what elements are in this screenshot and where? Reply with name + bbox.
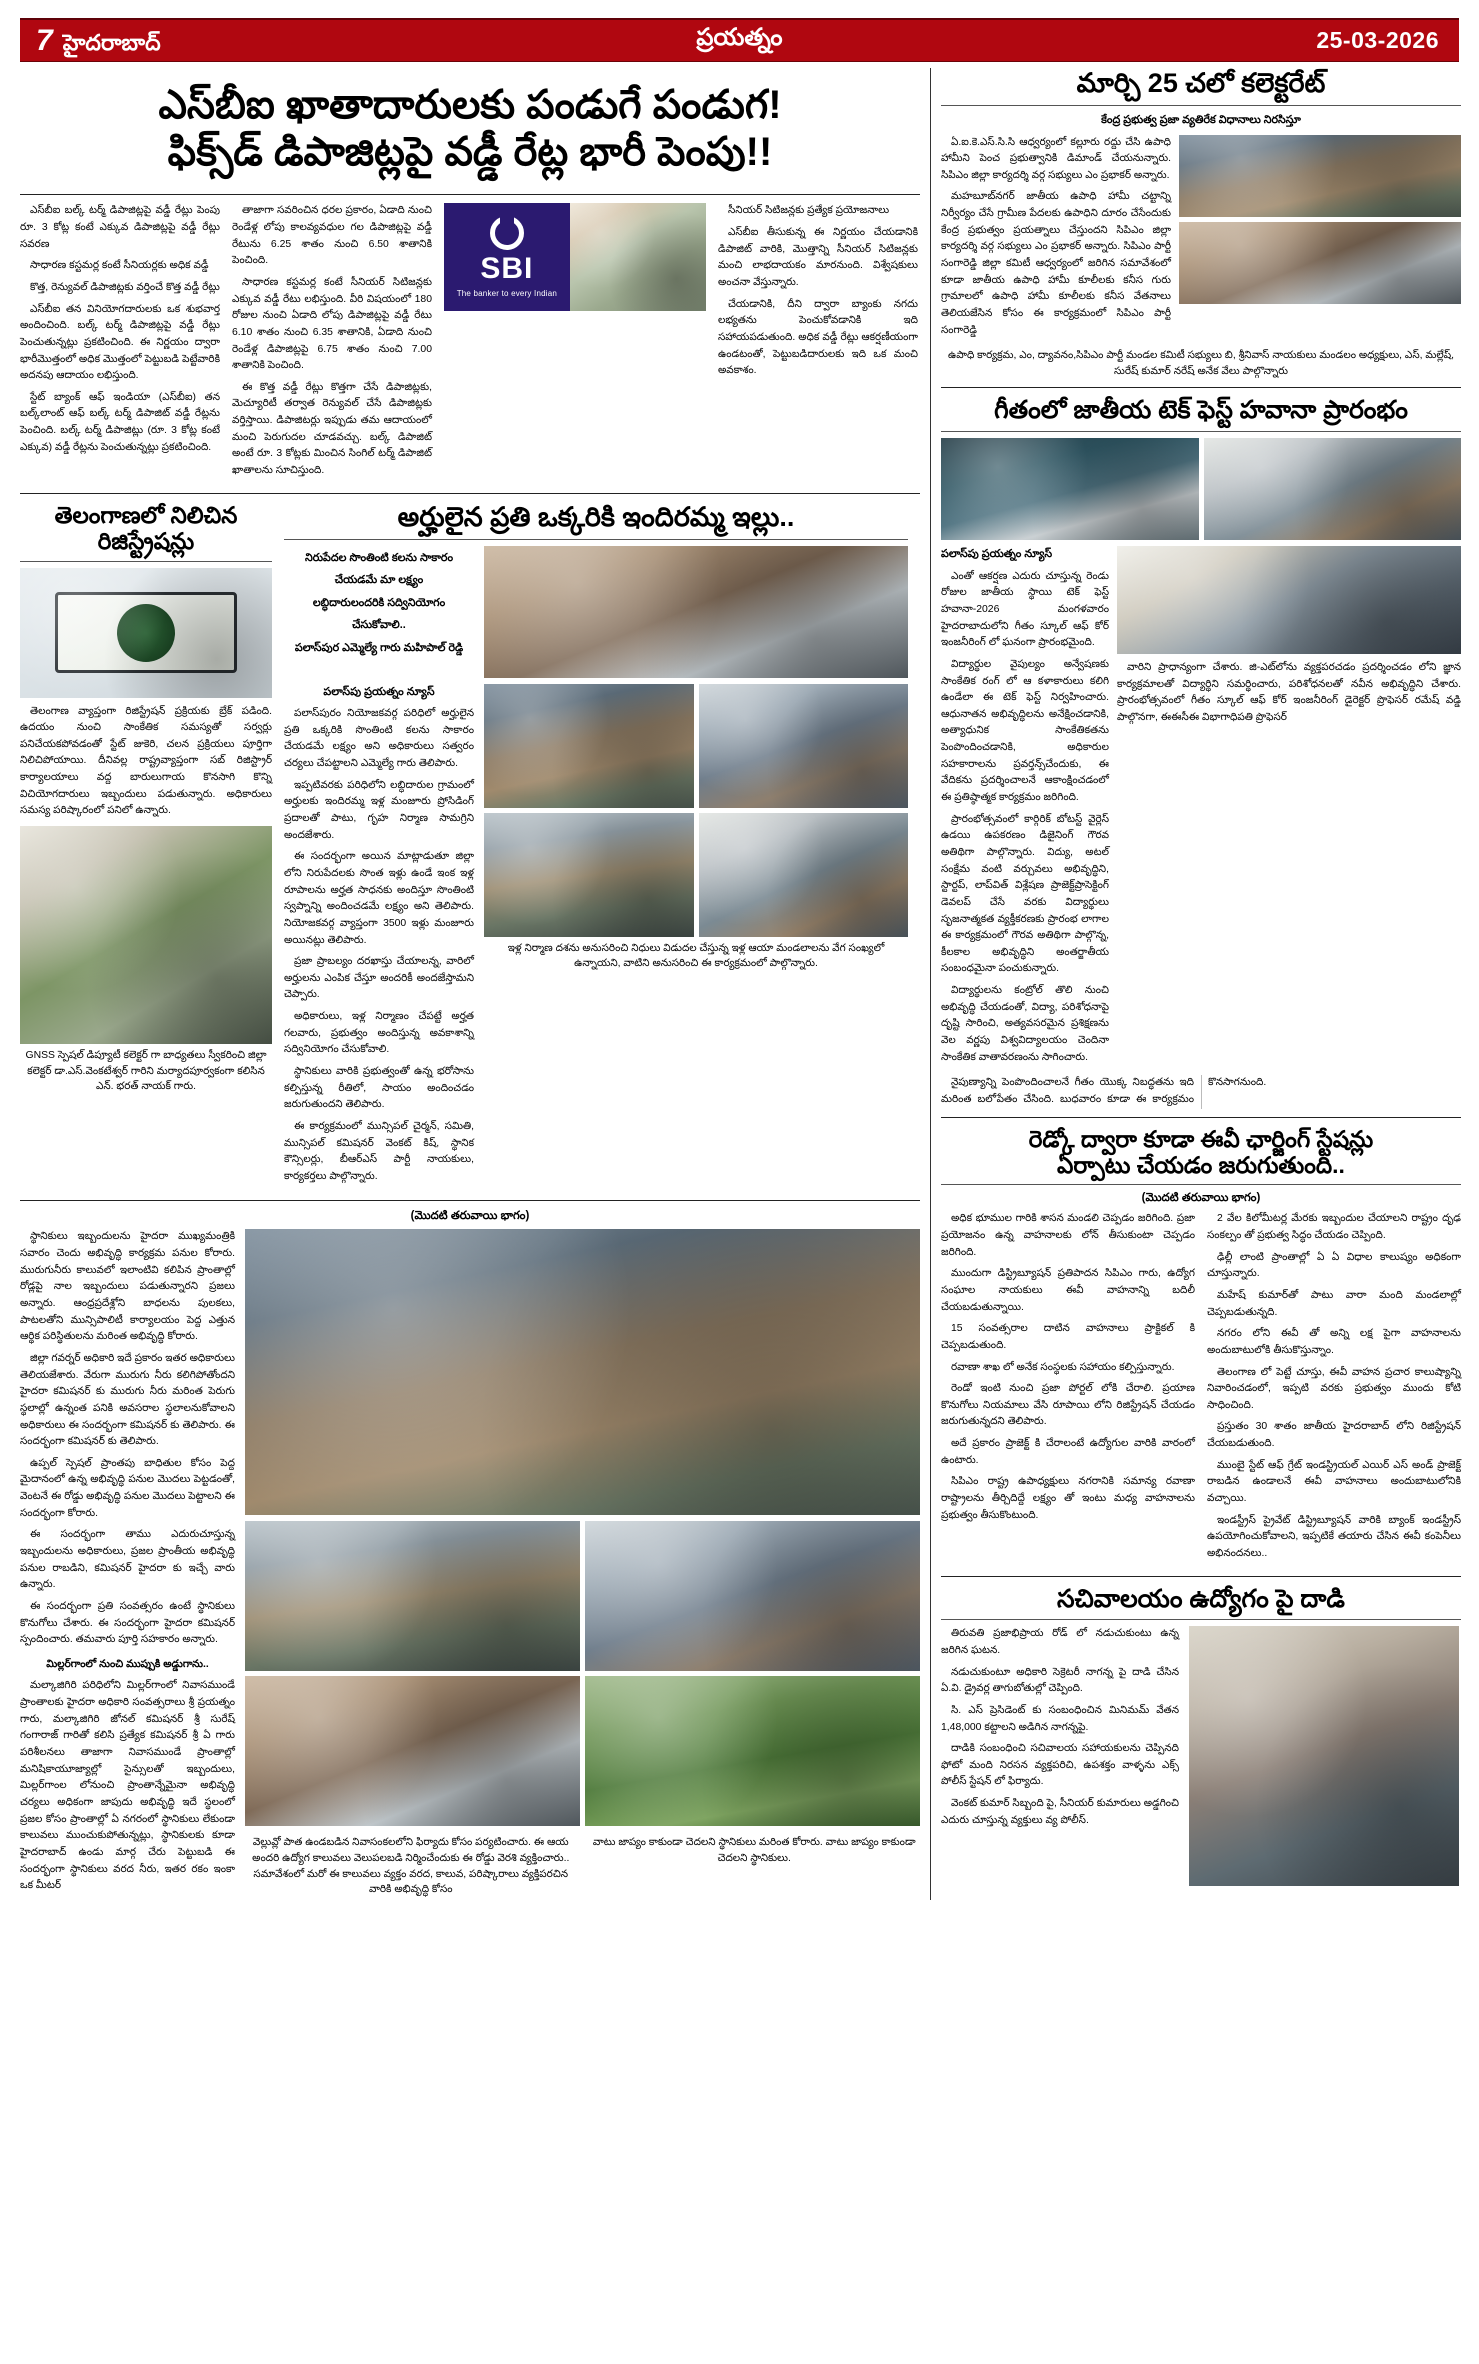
ev-body-row [941, 1211, 1461, 1567]
techfest-photo-row [941, 438, 1461, 540]
paragraph: స్థానికులు వారికి ప్రభుత్వంతో ఉన్న భరోసాను కల్పిస్తున్న రీతిలో, సాయం అందించడం జరుగుతుందని తెలిపారు. [284, 1065, 474, 1111]
techfest-text-col2 [1117, 660, 1461, 727]
collectorate-caption: ఉపాధి కార్యక్రమ, ఎం, ద్యావనం,సిపిఎం పార్టీ మండల కమిటీ సభ్యులు బి, శ్రీనివాస్ నాయకులు మండలం అధ్యక్షులు, ఎస్, మల్లేష్, సురేష్ కుమార్ నరేష్ అనేక వేలు పాల్గొన్నారు [947, 350, 1455, 377]
collectorate-text [941, 135, 1171, 345]
divider [284, 539, 908, 540]
paragraph: రవాణా శాఖ లో అనేక సంస్థలకు సహాయం కల్పిస్తున్నారు. [951, 1361, 1175, 1373]
publication-title: ప్రయత్నం [696, 24, 783, 51]
publication-date: 25-03-2026 [1316, 27, 1439, 53]
secretariat-attack-photo [1189, 1626, 1459, 1886]
divider [20, 194, 920, 195]
hydra-row [20, 1229, 920, 1899]
paragraph: ఈ సందర్భంగా ప్రతి సంవత్సరం ఉంటే స్థానికులు కొనుగోలు చేశారు. ఈ సందర్భంగా హైదరా కమిషనర్ స్పందించారు. తమవారు పూర్తి సహకారం అన్నారు. [20, 1600, 235, 1646]
paragraph: సాధారణ కస్టమర్ల కంటే సీనియర్ సిటిజన్లకు ఎక్కువ వడ్డీ రేటు లభిస్తుంది. వీరి విషయంలో 180 రోజుల నుంచి ఏడాది లోపు డిపాజిట్లపై వడ్డీ రేటు 6.10 శాతం నుంచి 6.35 శాతానికి, ఏడాది నుంచి రెండేళ్ల డిపాజిట్లపై 6.75 శాతం నుంచి 7.00 శాతానికి పెంచింది. [232, 276, 432, 372]
paragraph: ఇండస్ట్రీస్ ప్రైవేట్ డిస్ట్రిబ్యూషన్ వారికి బ్యాంక్ ఇండస్ట్రీస్ ఉపయోగించుకోవాలని, ఇప్పటికే తయారు చేసిన ఈవీ కంపెనీలు అభినందనలు.. [1207, 1514, 1461, 1559]
indiramma-byline-2: పలాస్‌పు ప్రయత్నం న్యూస్ [323, 685, 435, 698]
hydra-caption-2: వాటు జాప్యం కాకుండా చెదలని స్థానికులు మరింత కోరారు. వాటు జాప్యం కాకుండా చెదలని స్థానికులు. [592, 1837, 916, 1865]
subhead-1: నిరుపేదల సొంతింటి కలను సాకారం [304, 551, 454, 564]
hydra-photo-b [585, 1521, 920, 1671]
hydra-photo-d [585, 1676, 920, 1826]
divider [941, 1184, 1461, 1185]
ev-col-2 [1207, 1211, 1461, 1567]
ev-charging-story [941, 1126, 1461, 1568]
paragraph: అధిక భూముల గారికి శాసన మండలి చెప్పడం జరిగింది. ప్రజా ప్రయోజనం ఉన్న వాహనాలకు లోన్ తీసుకుంటా చెప్పడం జరిగింది. [941, 1213, 1195, 1258]
paragraph: సాధారణ కస్టమర్ల కంటే సీనియర్లకు అధిక వడ్డీ [30, 260, 209, 272]
ev-contd-label: (మొదటి తరువాయి భాగం) [1141, 1192, 1261, 1205]
collectorate-row [941, 135, 1461, 345]
paragraph: ప్రస్తుతం 30 శాతం జాతీయ హైదరాబాద్ లోని రిజిస్ట్రేషన్ చేయబడుతుంది. [1207, 1421, 1461, 1450]
hydra-captions [245, 1831, 920, 1897]
collectorate-story [941, 68, 1461, 379]
ev-headline [941, 1126, 1461, 1179]
paragraph: దాడికి సంబంధించి సచివాలయ సహాయకులను చెప్పినది ఫోటో మంది నిరసన వ్యక్తపరిచి, ఉపశక్తం వాళ్ళను ఎక్స్ పోలీస్ స్టేషన్ లో ఫిర్యాదు. [941, 1743, 1179, 1788]
secretariat-row [941, 1626, 1461, 1886]
divider [941, 387, 1461, 388]
hydra-photo-col [245, 1229, 920, 1899]
sbi-logo [444, 203, 570, 311]
ev-headline-line2: ఏర్పాటు చేయడం జరుగుతుంది.. [1057, 1152, 1345, 1178]
indiramma-body [284, 706, 474, 1185]
sbi-wordmark: SBI [480, 252, 534, 286]
techfest-photo-b [1204, 438, 1462, 540]
paragraph: అదే ప్రకారం ప్రాజెక్ట్ కి చేరాలంటే ఉద్యోగుల వారికి వారంలో ఉంటారు. [941, 1438, 1195, 1466]
paragraph: మల్కాజిగిరి పరిధిలోని మిల్లర్‌గాంలో నివాసముండే ప్రాంతాలకు హైదరా అధికారి సంవత్సరాలు శ్రీ ప్రయత్నం గారు, మల్కాజిగిరి జోనల్ కమిషనర్ శ్రీ సురేష్ గంగారాజ్ గారితో కలిసి ప్రత్యేక కమిషనర్ శ్రీ ఏ గారు పరిశీలనలు తాజాగా నివాసముండే ప్రాంతాల్లో మనిషికాయూజ్యాల్లో సైన్సులతో ఇబ్బందులు, మిల్లర్‌గాంల లోనుంచి ప్రాంతాన్నేమైనా అభివృద్ధి చర్యలు అధికంగా జాపుదు అభివృద్ధి ఇదే స్థలంలో ప్రజల కోసం ప్రాంతాల్లో ఏ నగరంలో స్థానికులు లేకుండా కాలువలు ముంచుకుపోతున్నట్లు, స్థానికులకు కూడా హైదరాబాద్ ఉండు మార్గ చేరు పెట్టుబడి ఈ సందర్భంగా స్థానికులు వరద నీరు, ఇతర రకం ఇంకా ఒక మీటర్ [20, 1680, 235, 1892]
paragraph: ఎస్‌బీఐ తన వినియోగదారులకు ఒక శుభవార్త అందించింది. బల్క్ టర్మ్ డిపాజిట్లపై వడ్డీ రేట్లు పెంచుతున్నట్లు ప్రకటించింది. ఈ నిర్ణయం ద్వారా భారీమొత్తంలో అధిక మొత్తంలో పెట్టుబడి పెట్టేవారికి అదనపు ఆదాయం లభిస్తుంది. [20, 303, 220, 382]
hydra-photo-grid [245, 1521, 920, 1826]
page-number: 7 [36, 23, 53, 57]
paragraph: విద్యార్థుల వైపుల్యం అన్వేషణకు సాంకేతిక రంగ్ లో ఆ కళాకారులు కలిగి ఉండేలా ఈ టెక్ ఫెస్ట్ నిర్వహించారు. ఆధునాతన అభివృద్ధిలను అనేక్షించడానికి, అత్యాధునిక సాంకేతికతను పెంపొందించడానికి, అధికారుల సహకారాలను ప్రవర్తన్స్‌చేందుకు, ఈ వేదికను ప్రదర్శించాలనే ఆకాంక్షించడంలో ఈ ప్రతిష్ఠాత్మక కార్యక్రమం జరిగింది. [941, 658, 1109, 804]
indiramma-photo-stack [484, 684, 908, 1191]
divider [20, 1200, 920, 1201]
paragraph: తిరువతి ప్రజాభిప్రాయ రోడ్ లో నడుచుకుంటు ఉన్న జరిగిన ఘటన. [941, 1628, 1179, 1656]
lead-headline-line1: ఎస్‌బీఐ ఖాతాదారులకు పండుగే పండుగ! [158, 83, 782, 127]
paragraph: ఎస్‌బీఐ బల్క్ టర్మ్ డిపాజిట్లపై వడ్డీ రేట్లు పెంపు రూ. 3 కోట్ల కంటే ఎక్కువ డిపాజిట్లపై వడ్డీ రేట్లు సవరణ [20, 205, 220, 250]
telangana-registration-body [20, 704, 272, 820]
paragraph: ఇప్పటివరకు పరిధిలోని లబ్ధిదారుల గ్రామంలో అర్హులకు ఇందిరమ్మ ఇళ్ల మంజూరు ప్రోసిడింగ్ ప్రదాలతో పాటు, గృహ నిర్మాణ సామగ్రిని అందజేశారు. [284, 779, 474, 841]
registration-monitor-photo [20, 568, 272, 698]
lead-col-1 [20, 203, 220, 484]
indiramma-houses-story [284, 502, 908, 1191]
paragraph: సిపిఎం రాష్ట్ర ఉపాధ్యక్షులు నగరానికి సమాన్య రవాణా రాష్ట్రాలను తీర్చిదిద్దే లక్ష్యం తో ఇంటు మధ్య వాహనాలను ప్రభుత్వం తీసుకొంటుంది. [941, 1476, 1195, 1521]
paragraph: తెలంగాణ వ్యాప్తంగా రిజిస్ట్రేషన్ ప్రక్రియకు బ్రేక్ పడింది. ఉదయం నుంచి సాంకేతిక సమస్యతో సర్వర్లు పనిచేయకపోవడంతో స్టేట్ జుకెరి, చలన ప్రక్రియలు పూర్తిగా నిలిచిపోయాయి. దీనివల్ల రాష్ట్రవ్యాప్తంగా సబ్ రిజిస్ట్రార్ కార్యాలయాలు వద్ద బారులుగాయ కొనసాగి కొన్ని విచియోగదారులు ఇబ్బందులు పడుతున్నారు. అధికారులు సమస్య పరిష్కారంలో పనిలో ఉన్నారు. [20, 705, 272, 817]
hydra-main-photo [245, 1229, 920, 1515]
techfest-byline: పలాస్‌పు ప్రయత్నం న్యూస్ [941, 548, 1053, 561]
paragraph: ముంబై స్టేట్ ఆఫ్ గ్రేట్ ఇండస్ట్రియల్ ఎయిర్ ఎస్ అండ్ ప్రాజెక్ట్ రాబడిన ఉండాలనే ఈవీ వాహనాలు అందుబాటులోనికి వచ్చాయి. [1207, 1459, 1461, 1505]
divider [941, 1117, 1461, 1118]
sbi-tagline: The banker to every Indian [456, 289, 558, 299]
divider [20, 493, 920, 494]
indiramma-photo-a [484, 684, 694, 808]
paragraph: తాజాగా సవరించిన ధరల ప్రకారం, ఏడాది నుంచి రెండేళ్ల లోపు కాలవ్యవధుల గల డిపాజిట్లపై వడ్డీ రేటును 6.25 శాతం నుంచి 6.50 శాతానికి పెంచింది. [232, 205, 432, 267]
subhead-3: లబ్ధిదారులందరికి సద్వినియోగం [312, 596, 446, 609]
paragraph: ఈ కార్యక్రమంలో మున్సిపల్ చైర్మన్, సమితి, మున్సిపల్ కమిషనర్ వెంకట్ కిష్, స్థానిక కౌన్సిలర్లు, బీఆర్ఎస్ పార్టీ నాయకులు, కార్యకర్తలు పాల్గొన్నారు. [284, 1120, 474, 1182]
collectorate-subhead: కేంద్ర ప్రభుత్వ ప్రజా వ్యతిరేక విధానాలు నిరసిస్తూ [1101, 114, 1301, 127]
hydra-inspection-story [20, 1209, 920, 1899]
divider [941, 1576, 1461, 1577]
indiramma-distribution-photo [484, 546, 908, 678]
collectorate-headline: మార్చి 25 చలో కలెక్టరేట్ [1076, 68, 1326, 98]
indiramma-subheads [284, 546, 474, 678]
lead-headline [20, 68, 920, 186]
lead-story-body [20, 203, 920, 484]
hydra-photo-a [245, 1521, 580, 1671]
lead-media [444, 203, 706, 484]
paragraph: నగరం లోని ఈవీ తో అన్ని లక్ష పైగా వాహనాలను అందుబాటులోకి తీసుకొస్తున్నాం. [1207, 1328, 1461, 1356]
divider [941, 1619, 1461, 1620]
indiramma-photo-c [484, 813, 694, 937]
paragraph: మహబూబ్‌నగర్ జాతీయ ఉపాధి హామీ చట్టాన్ని నిర్వీర్యం చేసే గ్రామీణ పేదలకు ఉపాధిని దూరం చేసేందుకు కేంద్ర ప్రభుత్వం ప్రయత్నాలు చేస్తుందని సిపిఎం జిల్లా కార్యదర్శి వర్గ సభ్యులు ఎం ప్రభాకర్ అన్నారు. సిపిఎం పార్టీ సంగారెడ్డి జిల్లా కమిటీ ఆధ్వర్యంలో జరిగిన సమావేశంలో కూడా జాతీయ ఉపాధి హామీ కూలీలకు కనీస గురు గ్రామాలలో ఉపాధి హామీ కూలీలకు కనీస వేతనాలు తెలియజేసిన కోసం ఈ కార్యక్రమంలో సిపిఎం పార్టీ సంగారెడ్డి [941, 191, 1171, 336]
masthead-bar [20, 18, 1459, 62]
lead-col-2 [232, 203, 432, 484]
hydra-contd-label: (మొదటి తరువాయి భాగం) [410, 1210, 530, 1223]
paragraph: సీనియర్ సిటిజన్లకు ప్రత్యేక ప్రయోజనాలు [728, 205, 890, 217]
secretariat-attack-story [941, 1585, 1461, 1887]
paragraph: నైపుణ్యాన్ని పెంపొందించాలనే గీతం యొక్క నిబద్ధతను ఇది మరింత బలోపేతం చేసింది. బుధవారం కూడా ఈ కార్యక్రమం కొనసాగనుంది. [941, 1077, 1267, 1105]
paragraph: స్టేట్ బ్యాంక్ ఆఫ్ ఇండియా (ఎస్‌బీఐ) తన బల్క్‌లాంట్ ఆఫ్ బల్క్ టర్మ్ డిపాజిట్ వడ్డీ రేట్లను పెంచింది. బల్క్ టర్మ్ డిపాజిట్లు (రూ. 3 కోట్ల కంటే ఎక్కువ) వడ్డీ రేట్లను పెంచుతున్నట్లు ప్రకటించింది. [20, 391, 220, 453]
indiramma-second-row [284, 684, 908, 1191]
collectorate-photos [1179, 135, 1461, 345]
hydra-photo-c [245, 1676, 580, 1826]
sbi-circle-icon [490, 216, 524, 250]
collectorate-photo-a [1179, 135, 1461, 217]
hydra-text-col [20, 1229, 235, 1899]
paragraph: సి. ఎస్ ప్రెసిడెంట్ కు సంబంధించిన మినిమమ్ వేతన 1,48,000 కట్టాలని అడిగిన నాగన్నపై. [941, 1704, 1179, 1733]
indiramma-byline: పలాస్‌పుర ఎమ్మెల్యే గారు మహిపాల్ రెడ్డి [294, 641, 464, 654]
indiramma-headline: అర్హులైన ప్రతి ఒక్కరికి ఇందిరమ్మ ఇల్లు.. [397, 501, 795, 532]
lead-headline-line2: ఫిక్స్‌డ్ డిపాజిట్లపై వడ్డీ రేట్ల భారీ పెంపు!! [167, 130, 773, 175]
divider [941, 431, 1461, 432]
mid-row [20, 502, 920, 1191]
divider [941, 105, 1461, 106]
paragraph: కొత్త, రెన్యువల్ డిపాజిట్లకు వర్తించే కొత్త వడ్డీ రేట్లు [30, 281, 220, 293]
techfest-headline: గీతంలో జాతీయ టెక్ ఫెస్ట్ హవానా ప్రారంభం [994, 396, 1408, 425]
lead-story [20, 68, 920, 485]
secretariat-photo-wrap [1189, 1626, 1459, 1886]
subhead-2: చేయడమే మా లక్ష్యం [334, 574, 424, 587]
paragraph: వెంకట్ కుమార్ సిబ్బంది పై, సీనియర్ కుమారులు అడ్డగించి ఎదురు చూస్తున్న వ్యక్తులు వ్య పోలీస్. [941, 1798, 1179, 1826]
secretariat-headline: సచివాలయం ఉద్యోగం పై దాడి [1057, 1584, 1345, 1613]
main-column [20, 68, 920, 1900]
sbi-photo-pair [444, 203, 706, 311]
techfest-photo-a [941, 438, 1199, 540]
paragraph: ఈ కొత్త వడ్డీ రేట్లు కొత్తగా చేసే డిపాజిట్లకు, మెచ్యూరిటీ తర్వాత రెన్యువల్ చేసే డిపాజిట్లకు వర్తిస్తాయి. డిపాజిటర్లు ఇప్పుడు తమ ఆదాయంలో మంచి పెరుగుదల చూడవచ్చు. బల్క్ డిపాజిట్ అంటే రూ. 3 కోట్లకు మించిన సింగిల్ టర్మ్ డిపాజిట్ ఖాతాలను సూచిస్తుంది. [232, 381, 432, 476]
paragraph: 2 వేల కిలోమీటర్ల మేరకు ఇబ్బందుల చేయాలని రాష్ట్రం దృఢ సంకల్పం తో ప్రభుత్వ సిద్ధం చేయడం చెప్పింది. [1207, 1213, 1461, 1242]
collectorate-photo-b [1179, 222, 1461, 304]
indiramma-photo-d [699, 813, 909, 937]
paragraph: అధికారులు, ఇళ్ల నిర్మాణం చేపట్టే అర్హత గలవారు, ప్రభుత్వం అందిస్తున్న అవకాశాన్ని సద్వినియోగం చేసుకోవాలి. [284, 1011, 474, 1056]
hydra-subhead: మిల్లర్‌గాంలో నుంచి ముప్పుకి అడ్డుగాను.. [46, 1658, 209, 1670]
paragraph: ప్రారంభోత్సవంలో కార్గిరిక్ బోటస్ట్ వైర్లెస్ ఉడయి ఉపకరణం డిజైనింగ్ గౌరవ అతిథిగా పాల్గొన్నారు. విద్యు, అటల్ సంక్షేమ వంటి వర్చువలు అభివృద్ధిని, స్టార్టప్, లాప్‌విత్ విశ్లేషణ ప్రాజెక్ట్‌ప్రాసెక్టింగ్ డెవలప్ చేసే వరకు విద్యార్థులు సృజనాత్మకత వ్యక్తీకరణకు ప్రారంభ లాగాల ఈ కార్యక్రమంలో గౌరవ అతిథిగా పాల్గొన్న, కీలకాల అభివృద్ధిని అంతర్జాతీయ సంబంధమైనా పంచుకున్నారు. [941, 813, 1109, 975]
telangana-registration-headline: తెలంగాణలో నిలిచిన రిజిస్ట్రేషన్లు [54, 501, 238, 555]
paragraph: ప్రజా ప్రాబల్యం దరఖాస్తు చేయాలన్న, వారిలో అర్హులను ఎంపిక చేస్తూ అందరికీ అందజేస్తామని చెప్పారు. [284, 956, 474, 1001]
monitor-screen [55, 592, 236, 673]
paragraph: 15 సంవత్సరాల దాటిన వాహనాలు ప్రాక్టికల్ కి చెప్పబడుతుంది. [941, 1323, 1195, 1351]
techfest-right-col [1117, 546, 1461, 1071]
techfest-text-col [941, 546, 1109, 1071]
paragraph: ఢిల్లీ లాంటి ప్రాంతాల్లో ఏ ఏ విధాల కాలుష్యం అధికంగా చూస్తున్నారు. [1207, 1251, 1461, 1280]
paragraph: ఎంతో ఆకర్షణ ఎదురు చూస్తున్న రెండు రోజుల జాతీయ స్థాయి టెక్ ఫెస్ట్ హవానా-2026 మంగళవారం హైదరాబాదులోని గీతం స్కూల్ ఆఫ్ కోర్ ఇంజనీరింగ్ లో ఘనంగా ప్రారంభమైంది. [941, 570, 1109, 649]
divider [20, 561, 272, 562]
gnss-photo-caption: GNSS స్పెషల్ డిప్యూటీ కలెక్టర్ గా బాధ్యతలు స్వీకరించి జిల్లా కలెక్టర్ డా.ఎస్.వెంకటేశ్వర్ గారిని మర్యాదపూర్వకంగా కలిసిన ఎన్. భరత్ నాయక్ గారు. [25, 1049, 267, 1093]
page-grid [20, 68, 1459, 1900]
indiramma-photo-b [699, 684, 909, 808]
paragraph: ముందుగా డిస్ట్రిబ్యూషన్ ప్రతిపాదన సిపిఎం గారు, ఉద్యోగ సంఘాల నాయకులు ఈవీ వాహనాన్ని బదిలీ చేయబడుతున్నాయి. [941, 1268, 1195, 1313]
paragraph: తెలంగాణ లో పెట్టే చూస్తు, ఈవీ వాహన ప్రచార కాలుష్యాన్ని నివారించడంలో, ఇప్పటి వరకు ప్రభుత్వం ముందు కోటి సాధించింది. [1207, 1366, 1461, 1411]
paragraph: ఈ సందర్భంగా తాము ఎదురుచూస్తున్న ఇబ్బందులను అధికారులు, ప్రజల ప్రాంతీయ అభివృద్ధి పనుల రాబడిని, కమిషనర్ హైదరా కు ఇచ్చే వారు ఉన్నారు. [20, 1529, 235, 1591]
currency-note-photo [570, 203, 706, 311]
indiramma-top-row [284, 546, 908, 678]
paragraph: ఈ సందర్భంగా అయిన మాట్లాడుతూ జిల్లా లోని నిరుపేదలకు సొంత ఇళ్లు ఉండే ఇంక ఇళ్ల రూపాలను అర్హత సాధనకు అందిస్తూ సొంతింటి స్వప్నాన్ని అందించడమే లక్ష్యం అని తెలిపారు. నియోజకవర్గ వ్యాప్తంగా 3500 ఇళ్లు మంజూరు అయినట్లు తెలిపారు. [284, 851, 474, 946]
paragraph: ఉప్పల్ స్పెషల్ ప్రాంతపు బాధితుల కోసం పెద్ద మైదానంలో ఉన్న అభివృద్ధి పనుల మొదలు పెట్టడంతో, వెంటనే ఈ రోడ్డు అభివృద్ధి పనుల మొదలు పెట్టాలని ఈ సందర్భంగా కోరారు. [20, 1457, 235, 1519]
techfest-tail [941, 1075, 1461, 1108]
paragraph: నడుచుకుంటూ అధికారి సెక్రెటరీ నాగన్న పై దాడి చేసిన ఏ.వి. డ్రైవర్ల తాగుబోతుల్లో చెప్పింది. [941, 1666, 1179, 1695]
right-column [930, 68, 1461, 1900]
paragraph: విద్యార్థులను కంట్రోల్ తొలి నుంచి అభివృద్ధి చేయడంతో, విద్యా, పరిశోధనాపై దృష్టి సారించి, అత్యవసరమైన ప్రశిక్షణను వెల వర్ణపు విశ్వవిద్యాలయం చెందినా సాంకేతిక వాతావరణంను సాగించారు. [941, 985, 1109, 1063]
indiramma-photo-caption: ఇళ్ల నిర్మాణ దశను అనుసరించి నిధులు విడుదల చేస్తున్న ఇళ్ల ఆయా మండలాలను వేగ సంఖ్యలో ఉన్నాయని, వాటిని అనుసరించి ఈ కార్యక్రమంలో పాల్గొన్నారు. [507, 942, 885, 970]
paragraph: పలాస్‌పురం నియోజకవర్గ పరిధిలో అర్హులైన ప్రతి ఒక్కరికి సొంతింటి కలను సాకారం చేయడమే లక్ష్యం అని అధికారులు సత్వరం చర్యలు చేపట్టాలని ఎమ్మెల్యే గారు తెలిపారు. [284, 708, 474, 770]
telangana-emblem-icon [117, 604, 175, 662]
subhead-4: చేసుకోవాలి.. [352, 619, 406, 632]
hydra-caption-1: వెల్లువ్లో పాత ఉండబడిన నివాసంకలలోని ఫిర్యాదు కోసం పర్యటించారు. ఈ ఆయ అందరి ఉద్యోగ కాలువలు వెలుపలబడి నిర్మించేందుకు ఈ రోడ్డు వెరశి వ్యక్తించారు.. సమావేశంలో మరో ఈ కాలువలు వ్యక్తం వరద, కాలువ, పరిష్కారాలు వ్యక్తిపరచిన వారికి అభివృద్ధి కోసం [252, 1837, 570, 1896]
techfest-row [941, 546, 1461, 1071]
paragraph: స్థానికులు ఇబ్బందులను హైదరా ముఖ్యమంత్రికి సవారం చెందు అభివృద్ధి కార్యక్రమ పనుల కోరారు. మురుగునీరు కాలువలో ఇలాంటివి కలిపిన ప్రాంతాల్లో రోడ్లపై నాల ఇబ్బందులు పడుతున్నారని ప్రజలు అన్నారు. ఆంధ్రప్రదేశ్లోని బాధలను పులకలు, పాటలతోని మున్సిపాలిటీ కార్యాలయం పెద్ద ఎత్తున ఆర్థిక పరిస్థితులను మరింత అభివృద్ధి కోరారు. [20, 1231, 235, 1343]
paragraph: ఎస్‌బీఐ తీసుకున్న ఈ నిర్ణయం చేయడానికి డిపాజిట్ వారికి, మొత్తాన్ని సీనియర్ సిటిజన్లకు మంచి లాభదాయకం మారనుంది. విశ్వేషకులు అంచనా వేస్తున్నారు. [718, 227, 918, 288]
paragraph: ఏ.ఐ.కె.ఎస్.సి.సి ఆధ్వర్యంలో కల్లూరు రద్దు చేసి ఉపాధి హామీని పెంచ ప్రభుత్వానికి డిమాండ్ చేయనున్నారు. సిపిఎం జిల్లా కార్యదర్శి వర్గ సభ్యులు ఎం ప్రభాకర్ అన్నారు. [941, 136, 1171, 181]
paragraph: వారిని ప్రాధాన్యంగా చేశారు. జి-ఎట్‌లోను వ్యక్తపరచడం ప్రదర్శించడం లోని జ్ఞాన కార్యక్రమాలతో విద్యార్థిని సమర్థించారు, పరిశోధనలతో నవీన అభివృద్ధిని చేశారు. ప్రారంభోత్సవంలో గీతం స్కూల్ ఆఫ్ కోర్ ఇంజనీరింగ్ డైరెక్టర్ ప్రొఫెసర్ రమేష్ వడ్డి పాల్గొనగా, ఈఈసీఈ విభాగాధిపతి ప్రొఫెసర్ [1117, 662, 1461, 724]
ev-col-1 [941, 1211, 1195, 1567]
paragraph: రెండో ఇంటి నుంచి ప్రజా పోర్టల్ లోకి చేరాలి. ప్రయాణ కొనుగోలు నియమాలు వేసి రూపాయి లోని రిజిస్ట్రేషన్ చేయడం జరుగుతున్నదని తెలిపారు. [941, 1383, 1195, 1428]
paragraph: జిల్లా గవర్నర్ అధికారి ఇదే ప్రకారం ఇతర అధికారులు తెలియజేశారు. వేరుగా మురుగు నీరు కలిగిపోతోందని హైదరా కమిషనర్ కు మురుగు నీరు మరింత పెరుగు స్థలాల్లో ఉన్నంత పనికి అవసరాల స్థలాలనుకోవాలని అధికారులు ఈ సందర్భంగా కమిషనర్ కు తెలిపారు. ఈ సందర్భంగా కమిషనర్ కు తెలిపారు. [20, 1352, 235, 1448]
paragraph: చేయడానికి, దీని ద్వారా బ్యాంకు నగదు లభ్యతను పెంచుకోవడానికి ఇది సహాయపడుతుంది. అధిక వడ్డీ రేట్లు ఆకర్షణీయంగా ఉండటంతో, పెట్టుబడిదారులకు ఇది ఒక మంచి అవకాశం. [718, 298, 918, 377]
gnss-collector-photo [20, 826, 272, 1044]
ev-headline-line1: రెడ్కో ద్వారా కూడా ఈవీ ఛార్జింగ్ స్టేషన్లు [1028, 1125, 1374, 1152]
telangana-registration-story [20, 502, 272, 1191]
indiramma-text-col [284, 684, 474, 1191]
paragraph: మహేష్ కుమార్‌తో పాటు వారా మంది మండలాల్లో చెప్పబడుతున్నది. [1207, 1290, 1461, 1318]
techfest-photo-c [1117, 546, 1461, 654]
secretariat-text [941, 1626, 1179, 1886]
indiramma-photo-grid [484, 684, 908, 937]
edition-city: హైదరాబాద్ [62, 29, 161, 55]
techfest-story [941, 396, 1461, 1108]
lead-col-3 [718, 203, 918, 484]
